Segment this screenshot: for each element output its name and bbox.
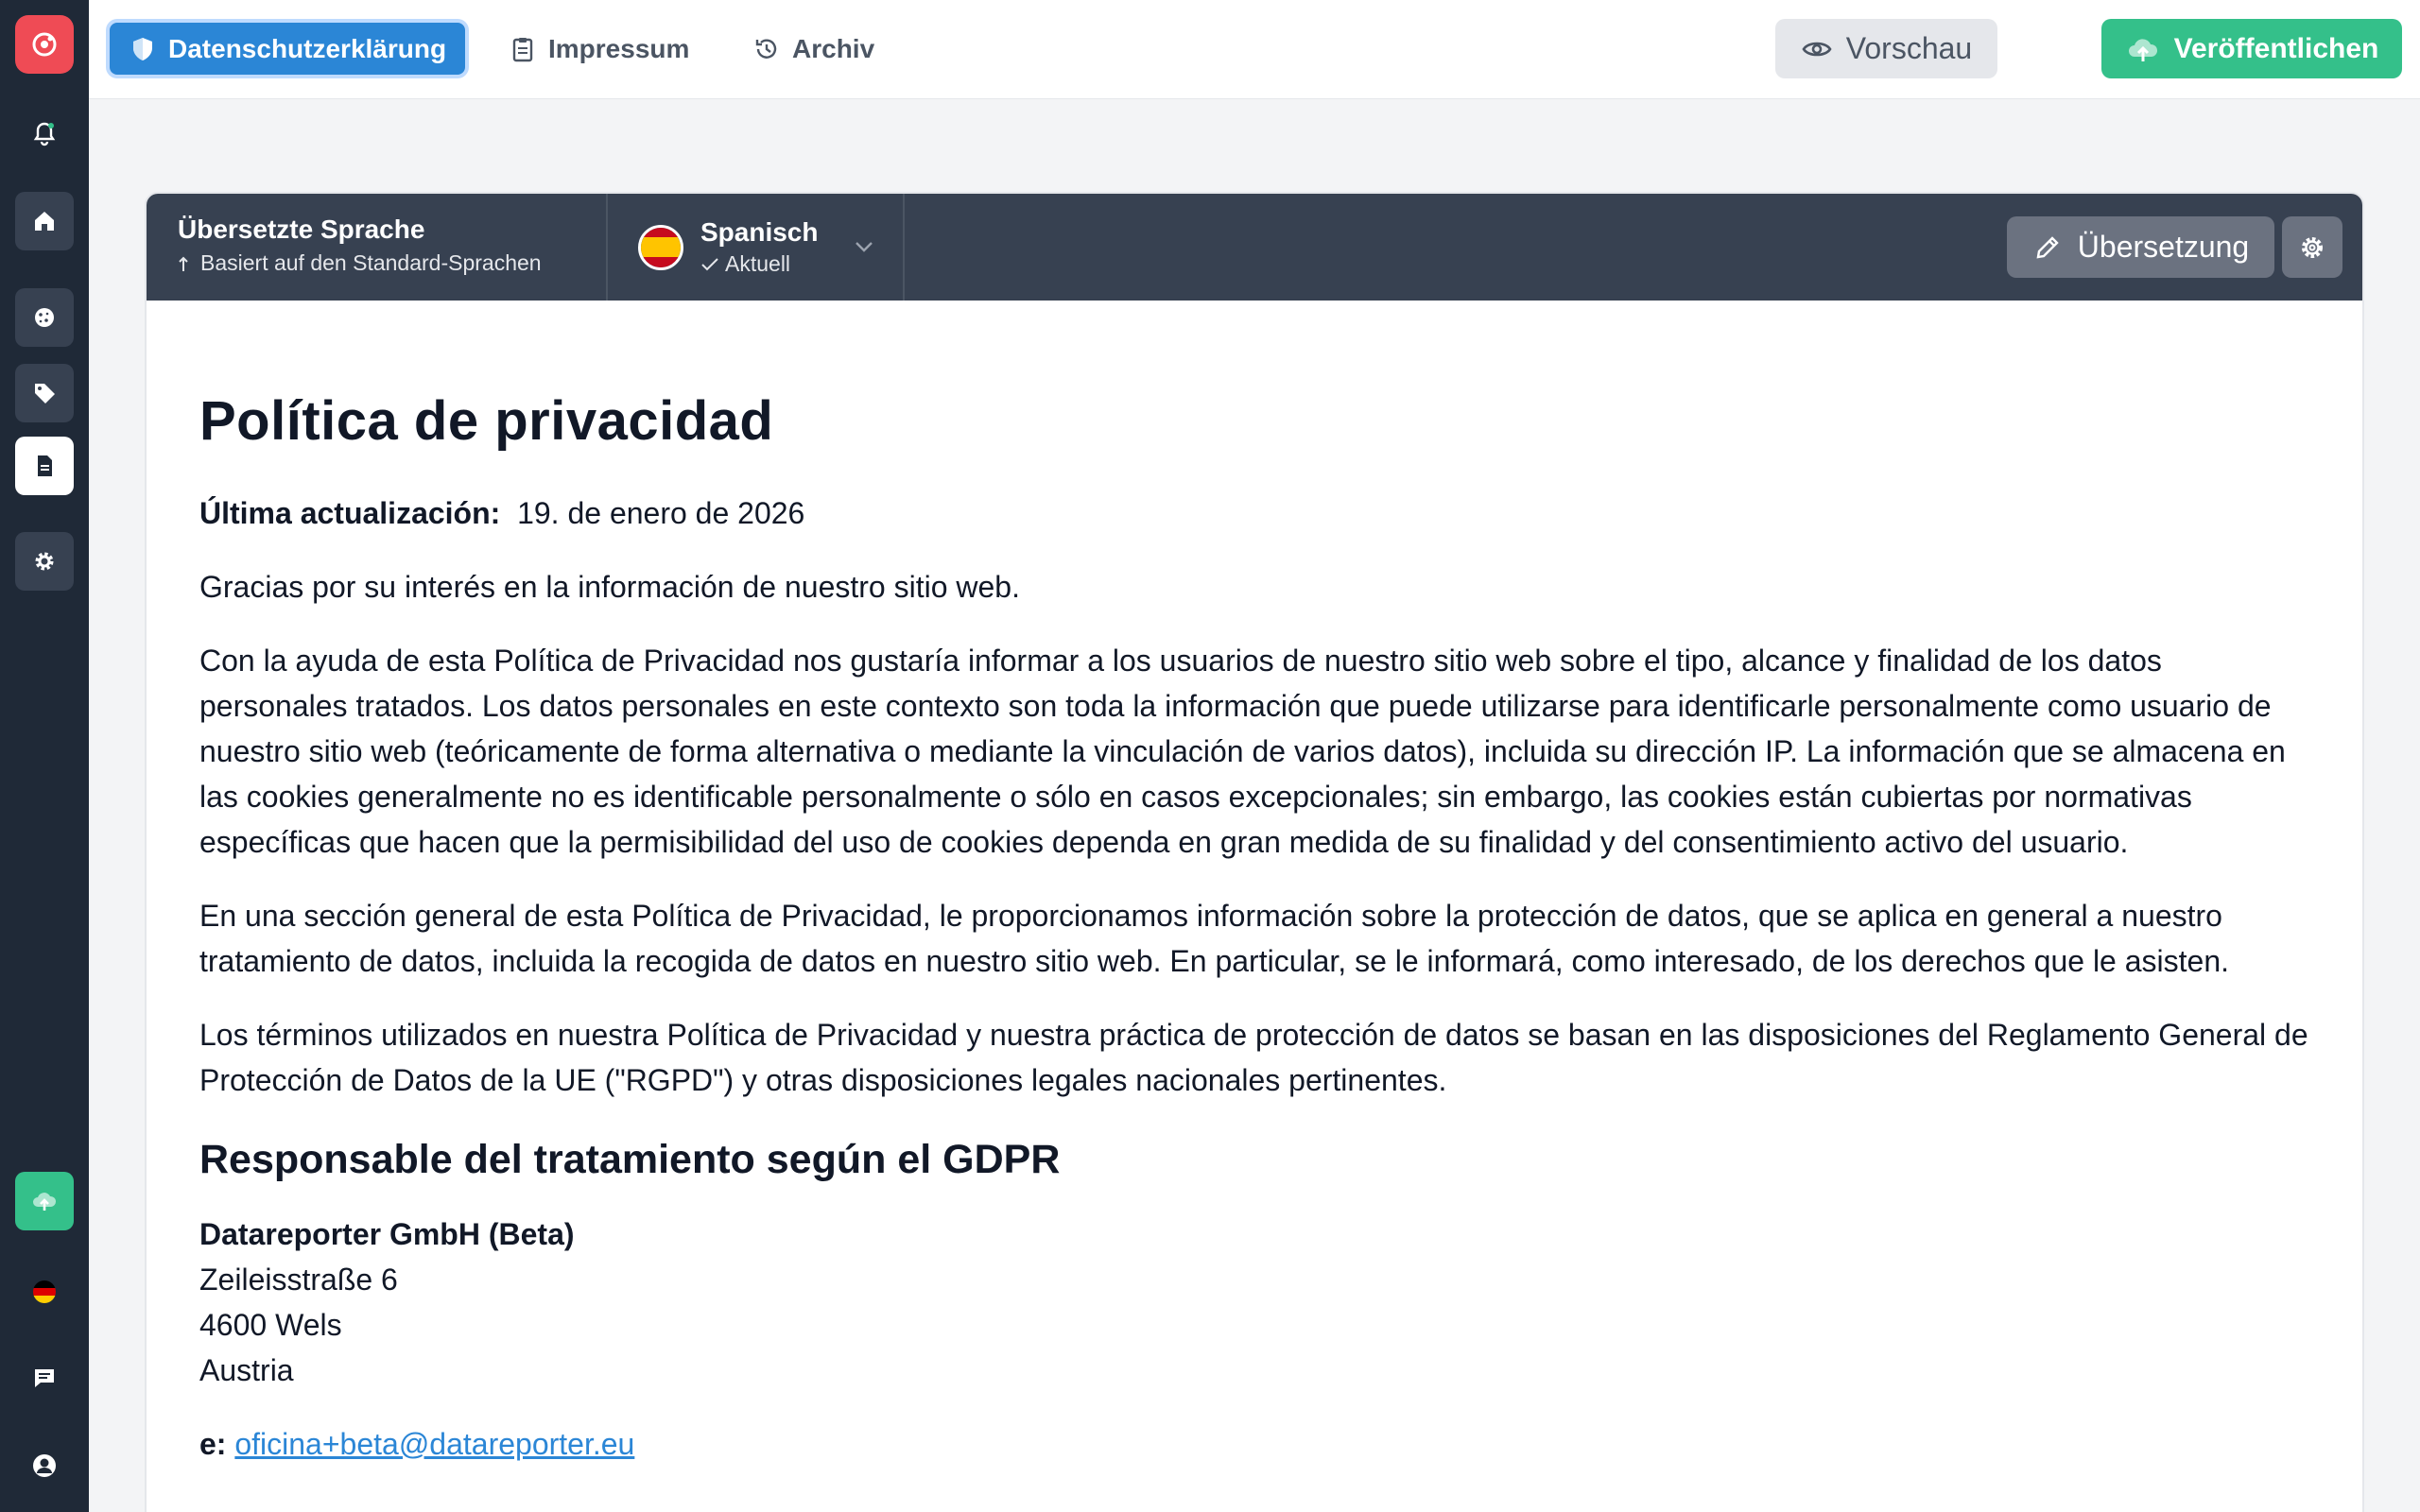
publish-label: Veröffentlichen — [2173, 32, 2379, 64]
section-heading: Responsable del tratamiento según el GDPR — [199, 1137, 1061, 1182]
language-status-text: Aktuell — [725, 251, 791, 276]
bell-icon — [30, 119, 59, 147]
language-status — [700, 251, 818, 277]
history-icon — [752, 35, 781, 63]
chevron-down-icon[interactable] — [851, 233, 877, 260]
divider — [903, 194, 905, 301]
spanish-flag-icon — [638, 225, 683, 270]
document-card — [145, 192, 2364, 1512]
sidebar-item-tags[interactable] — [15, 364, 74, 422]
divider — [606, 194, 608, 301]
preview-button[interactable] — [1775, 19, 1997, 78]
app-logo[interactable] — [15, 15, 74, 74]
city: 4600 Wels — [199, 1308, 342, 1342]
sidebar-item-home[interactable] — [15, 192, 74, 250]
tab-privacy-label: Datenschutzerklärung — [168, 33, 447, 63]
document-title: Política de privacidad — [199, 390, 774, 452]
check-icon — [700, 256, 719, 273]
paragraph: En una sección general de esta Política de Privacidad, le proporcionamos información sobre la protección de datos, que se aplica en general a nuestro tratamiento de datos, incluida la recogida de datos en nuestro sitio web. En particular, se le informará, como interesado, de los derechos que le asisten. — [199, 899, 2230, 978]
sidebar-item-settings[interactable] — [15, 532, 74, 591]
sidebar-item-publish[interactable] — [15, 1172, 74, 1230]
sidebar-item-documents[interactable] — [15, 437, 74, 495]
paragraph: Gracias por su interés en la información de nuestro sitio web. — [199, 570, 1020, 604]
cloud-upload-icon — [30, 1187, 59, 1215]
street: Zeileisstraße 6 — [199, 1263, 398, 1297]
sidebar-item-chat[interactable] — [15, 1349, 74, 1407]
company-name: Datareporter GmbH (Beta) — [199, 1217, 575, 1251]
clipboard-icon — [509, 35, 537, 63]
user-avatar-icon — [30, 1452, 59, 1480]
last-updated-value: 19. de enero de 2026 — [517, 496, 805, 530]
return-arrow-icon — [178, 254, 195, 273]
sidebar-item-notifications[interactable] — [15, 104, 74, 163]
paragraph: Los términos utilizados en nuestra Política de Privacidad y nuestra práctica de protección de datos se basan en las disposiciones del Reglamento General de Protección de Datos de la UE ("RGPD") y otras disposiciones legales nacionales pertinentes. — [199, 1018, 2308, 1097]
tag-icon — [30, 379, 59, 407]
country: Austria — [199, 1353, 294, 1387]
top-bar — [89, 0, 2420, 99]
translation-settings-button[interactable] — [2282, 216, 2342, 278]
email-line — [199, 1421, 2313, 1467]
email-link[interactable]: oficina+beta@datareporter.eu — [234, 1427, 635, 1461]
publish-button[interactable] — [2101, 19, 2402, 78]
gear-icon — [2297, 232, 2327, 263]
tab-archive[interactable] — [734, 23, 893, 75]
paragraph: Con la ayuda de esta Política de Privacidad nos gustaría informar a los usuarios de nuestro sitio web sobre el tipo, alcance y finalidad de los datos personales tratados. Los datos personales en este contexto son toda la información que puede utilizarse para identificarle personalmente como usuario de nuestro sitio web (teóricamente de forma alternativa o mediante la vinculación de varios datos), incluida su dirección IP. La información que se almacena en las cookies generalmente no es identificable personalmente o sólo en casos excepcionales; sin embargo, las cookies están cubiertas por normativas específicas que hacen que la permisibilidad del uso de cookies dependa en gran medida de su finalidad y del consentimiento activo del usuario. — [199, 644, 2286, 859]
eye-icon — [1801, 33, 1833, 65]
chat-icon — [30, 1364, 59, 1392]
tab-privacy[interactable] — [110, 23, 465, 75]
document-content — [199, 301, 2313, 1467]
last-updated-label: Última actualización: — [199, 496, 501, 530]
translated-language-title: Übersetzte Sprache — [178, 215, 425, 244]
sidebar-item-account[interactable] — [15, 1436, 74, 1495]
shield-icon — [129, 35, 157, 63]
cookie-icon — [30, 303, 59, 332]
translation-button[interactable] — [2007, 216, 2274, 278]
german-flag-icon — [30, 1278, 59, 1306]
email-label: e: — [199, 1427, 227, 1461]
language-bar — [147, 194, 2362, 301]
cloud-upload-icon — [2125, 31, 2161, 67]
language-name: Spanisch — [700, 217, 819, 247]
tab-archive-label: Archiv — [792, 33, 875, 63]
tab-imprint-label: Impressum — [548, 33, 690, 63]
gear-icon — [30, 547, 59, 576]
translated-language-subtitle — [178, 250, 542, 276]
controller-address — [199, 1211, 2313, 1393]
document-icon — [30, 452, 59, 480]
last-updated — [199, 490, 2313, 536]
logo-icon — [30, 30, 59, 59]
translated-language-info — [178, 215, 542, 276]
language-select-value — [700, 217, 818, 277]
sidebar-item-language[interactable] — [15, 1263, 74, 1321]
tab-imprint[interactable] — [490, 23, 708, 75]
translation-button-label: Übersetzung — [2077, 230, 2250, 264]
sidebar — [0, 0, 89, 1512]
translated-language-subtitle-text: Basiert auf den Standard-Sprachen — [200, 250, 542, 275]
sidebar-item-cookies[interactable] — [15, 288, 74, 347]
preview-label: Vorschau — [1845, 31, 1973, 65]
home-icon — [30, 207, 59, 235]
pencil-icon — [2032, 232, 2063, 263]
